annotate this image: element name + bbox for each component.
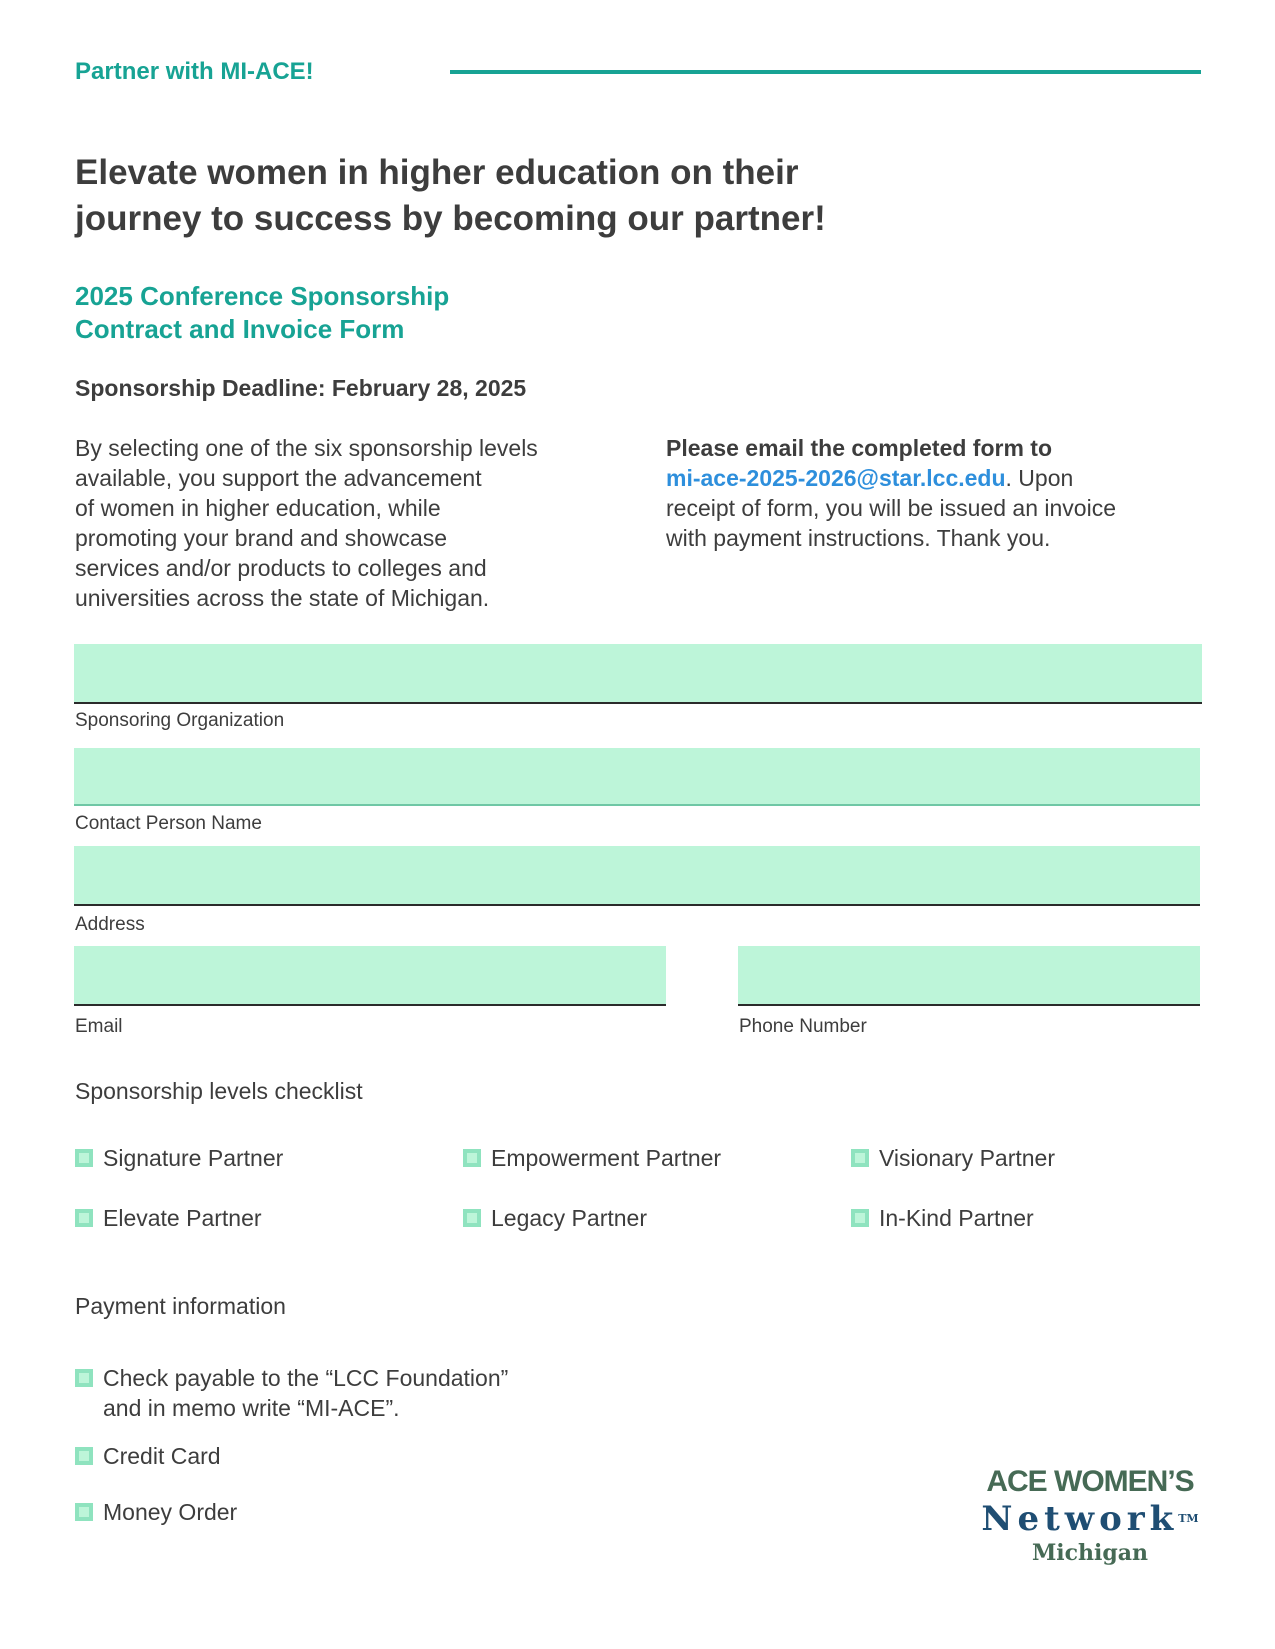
form-title-line-2: Contract and Invoice Form bbox=[75, 314, 405, 344]
intro-line: of women in higher education, while bbox=[75, 495, 441, 521]
check-line-1: Check payable to the “LCC Foundation” bbox=[103, 1365, 509, 1391]
header-kicker: Partner with MI-ACE! bbox=[75, 58, 314, 85]
page-headline bbox=[75, 150, 895, 242]
checkbox-icon[interactable] bbox=[75, 1503, 93, 1521]
phone-number-label: Phone Number bbox=[739, 1016, 867, 1037]
submission-instructions bbox=[666, 433, 1196, 553]
contact-email-link[interactable]: mi-ace-2025-2026@star.lcc.edu bbox=[666, 465, 1006, 491]
logo-line-3: Michigan bbox=[1031, 1540, 1149, 1566]
headline-line-2: journey to success by becoming our partner! bbox=[75, 199, 826, 238]
checkbox-label bbox=[103, 1363, 508, 1423]
sponsorship-levels-title: Sponsorship levels checklist bbox=[75, 1078, 363, 1104]
checkbox-icon[interactable] bbox=[851, 1209, 869, 1227]
checkbox-label: Legacy Partner bbox=[491, 1205, 647, 1231]
checkbox-legacy-partner[interactable] bbox=[463, 1203, 647, 1233]
intro-line: services and/or products to colleges and bbox=[75, 555, 487, 581]
logo-line-2 bbox=[975, 1499, 1205, 1539]
checkbox-signature-partner[interactable] bbox=[75, 1143, 283, 1173]
checkbox-label: Money Order bbox=[103, 1499, 238, 1525]
checkbox-elevate-partner[interactable] bbox=[75, 1203, 262, 1233]
contact-person-field[interactable] bbox=[74, 748, 1200, 806]
checkbox-credit-card[interactable] bbox=[75, 1441, 221, 1471]
intro-line: promoting your brand and showcase bbox=[75, 525, 448, 551]
instructions-after-email: . Upon bbox=[1005, 465, 1074, 491]
logo-network-text: Network bbox=[981, 1499, 1179, 1539]
check-line-2: and in memo write “MI-ACE”. bbox=[103, 1395, 400, 1421]
contact-person-label: Contact Person Name bbox=[75, 813, 262, 834]
email-label: Email bbox=[75, 1016, 123, 1037]
phone-number-field[interactable] bbox=[738, 946, 1200, 1006]
instructions-line-3: receipt of form, you will be issued an invoice bbox=[666, 495, 1116, 521]
checkbox-label: Empowerment Partner bbox=[491, 1145, 722, 1171]
checkbox-label: In-Kind Partner bbox=[879, 1205, 1034, 1231]
payment-information-title: Payment information bbox=[75, 1293, 286, 1319]
address-label: Address bbox=[75, 914, 145, 935]
logo-trademark: TM bbox=[1178, 1512, 1199, 1525]
instructions-lead: Please email the completed form to bbox=[666, 435, 1053, 461]
address-field[interactable] bbox=[74, 846, 1200, 906]
sponsoring-organization-label: Sponsoring Organization bbox=[75, 710, 285, 731]
header-bar bbox=[75, 56, 1201, 86]
checkbox-icon[interactable] bbox=[75, 1149, 93, 1167]
form-title bbox=[75, 280, 575, 346]
checkbox-icon[interactable] bbox=[851, 1149, 869, 1167]
checkbox-icon[interactable] bbox=[463, 1209, 481, 1227]
header-rule bbox=[450, 70, 1201, 74]
checkbox-check-payment[interactable] bbox=[75, 1363, 508, 1423]
checkbox-icon[interactable] bbox=[75, 1209, 93, 1227]
headline-line-1: Elevate women in higher education on their bbox=[75, 153, 799, 192]
checkbox-label: Credit Card bbox=[103, 1443, 221, 1469]
intro-line: available, you support the advancement bbox=[75, 465, 482, 491]
ace-womens-network-logo bbox=[975, 1465, 1205, 1575]
checkbox-label: Signature Partner bbox=[103, 1145, 284, 1171]
intro-paragraph bbox=[75, 433, 615, 613]
checkbox-visionary-partner[interactable] bbox=[851, 1143, 1055, 1173]
form-title-line-1: 2025 Conference Sponsorship bbox=[75, 281, 450, 311]
checkbox-in-kind-partner[interactable] bbox=[851, 1203, 1034, 1233]
checkbox-money-order[interactable] bbox=[75, 1497, 237, 1527]
email-field[interactable] bbox=[74, 946, 666, 1006]
checkbox-empowerment-partner[interactable] bbox=[463, 1143, 721, 1173]
sponsorship-deadline: Sponsorship Deadline: February 28, 2025 bbox=[75, 375, 527, 401]
logo-line-1: ACE WOMEN’S bbox=[986, 1465, 1194, 1498]
checkbox-icon[interactable] bbox=[75, 1447, 93, 1465]
checkbox-label: Visionary Partner bbox=[879, 1145, 1055, 1171]
sponsoring-organization-field[interactable] bbox=[74, 644, 1202, 704]
intro-line: By selecting one of the six sponsorship levels bbox=[75, 435, 538, 461]
intro-line: universities across the state of Michigan. bbox=[75, 585, 490, 611]
checkbox-icon[interactable] bbox=[463, 1149, 481, 1167]
instructions-line-4: with payment instructions. Thank you. bbox=[666, 525, 1051, 551]
checkbox-label: Elevate Partner bbox=[103, 1205, 262, 1231]
checkbox-icon[interactable] bbox=[75, 1369, 93, 1387]
